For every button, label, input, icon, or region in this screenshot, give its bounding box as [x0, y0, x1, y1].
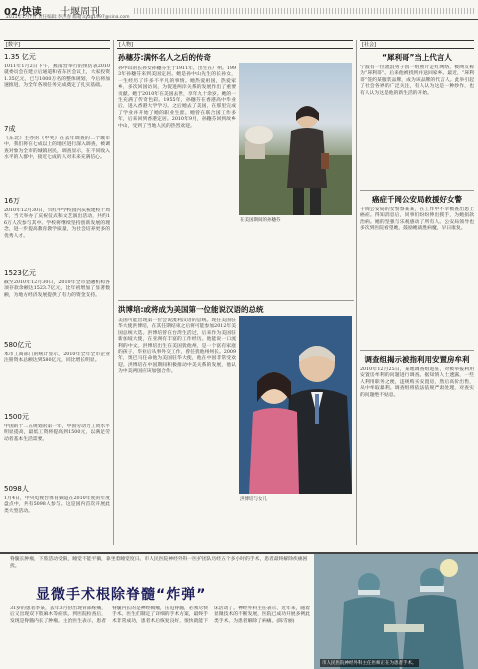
section-label-society: [社会]: [360, 40, 474, 49]
page-header: [0, 0, 478, 20]
photo-huntsman: [239, 316, 352, 494]
story-title: 孙穗芬:满怀名人之后的传奇: [118, 53, 211, 62]
woman-portrait-illustration: [239, 63, 352, 215]
digit-item: [4, 124, 110, 193]
photo-sun-suifen: [239, 63, 352, 215]
digit-item: [4, 412, 110, 481]
digit-figure: 5098人: [4, 485, 29, 493]
column-divider: [356, 40, 357, 545]
digit-text: 截至2010年12月30日，2010年全市金融机构各项存款余额达1523.7亿元，比年初增加了显著数额，为地方经济发展提供了有力的资金支持。: [4, 280, 110, 298]
section-label-people: [人物]: [117, 40, 353, 49]
story-title: 洪博培:或将成为美国第一位能说汉语的总统: [118, 305, 264, 314]
digit-figure: 16万: [4, 197, 20, 205]
column-divider: [113, 40, 114, 545]
digit-text: 中国的十二五规划的第一年，中国劳动力工资水平明显提高，最低工资将提高到1500元，以满足劳动者基本生活需要。: [4, 424, 110, 442]
section-label-digits: [数字]: [4, 40, 110, 49]
digit-figure: 1523亿元: [4, 269, 36, 277]
digit-item: [4, 196, 110, 265]
digit-figure: 1.35 亿元: [4, 53, 36, 61]
surgeons-operating-illustration: [314, 554, 478, 669]
feature-body-text: 31岁的患者李某，去年3月份出现背部疼痛，后又出现双下肢麻木等症状。到医院检查后，发现是脊髓内长了肿瘤。主治医生表示，患者脊髓内长的是神经鞘瘤，压迫脊髓，必须尽快手术。医生们制定了详细的手术方案，最终手术非常成功，患者术后恢复良好，很快就能下床活动了。神经外科主任表示，近年来，随着显微技术的不断发展，医院已成功开展多例此类手术，为患者解除了病痛。: [10, 606, 310, 624]
digit-text: 1月4日，中央电视台体育频道在2010年度的年度盘点中，共有5098人参与。这是国内首次开展此类大型活动。: [4, 496, 110, 514]
digit-figure: 7成: [4, 125, 16, 133]
digit-item: [4, 52, 110, 121]
story-title: “犀利哥”当上代言人: [382, 53, 452, 62]
story-body: 美国可能出现第一位会说流利汉语的总统。现任美国驻华大使洪博培，在其任期结束之后将可能参加2012年美国总统大选。洪博培曾在台湾生活过，后来作为美国驻新加坡大使，在亚洲有丰富的工作经历。他能说一口流利的中文。洪博培出生在美国犹他州，是一个富有家庭的孩子，毕业后从事外交工作，曾任犹他州州长。2009年，奥巴马任命他为美国驻华大使，他在中国非常受欢迎。洪博培在中国期间积极推动中美关系的发展，他认为中美两国应该加强合作。: [118, 318, 236, 375]
digit-item: [4, 268, 110, 337]
feature-intro: 脊髓长肿瘤，下肢活动受限，睡觉不能平躺，靠坐着睡觉度日。市人民医院神经外科一医护团队历经五个多小时的手术，患者最终解除疾痛困扰。: [10, 557, 308, 569]
feature-surgery: [0, 552, 478, 669]
story-title: 调查组揭示被指利用安置房牟利: [360, 350, 474, 365]
story-body: 千岡公安局的女警察某某，在工作中不幸被查出患上癌症。得知消息后，同事们纷纷伸出援手，为她捐款治病。她的坚强与乐观感动了所有人。公安局领导也多次到医院看望她，鼓励她战胜病魔，早日康复。: [360, 207, 474, 232]
photo-caption: 市人民医院神经外科主任医师正在为患者手术。: [322, 661, 417, 666]
story-sun-suifen: [118, 52, 236, 241]
header-info: 2011年1月7日 责任编辑:李洪春 邮箱:syzg1997@sina.com: [6, 15, 130, 20]
story-title: 癌症千岡公安局救援好女警: [360, 190, 474, 205]
digit-text: 《东北》主办的《中奖》在去年调查的二个城市中，我们将在七成以上的地区进行深入调查，被调查对象为全市的城镇居民，调查显示，在不同收入水平的人群中，接近七成的人对未来充满信心。: [4, 136, 110, 161]
digit-text: 1011年1月2日下午，燕南营举行的预估表2010就委员会在建立后通道和省东区会议上，大家投资1.35亿元，已与1000万名的整体规划，今后将加速推进，为全年各项任务完成奠定了扎实基础。: [4, 64, 110, 89]
photo-caption: 洪博培与女儿: [240, 497, 267, 502]
digit-text: 2010年12月30日，兴红中学校园内庆祝建校十周年，当天举办了庆祝仪式和文艺演出活动，共约16万人次参与其中。学校将继续坚持创新发展的理念，进一步提高教育教学质量，为社会培养更多的优秀人才。: [4, 208, 110, 239]
digit-text: 本市工商部门的统计显示，2010年全年全市企业注册资本总额达到580亿元，同比增长明显。: [4, 352, 110, 364]
feature-title: 显微手术根除脊髓“炸弹”: [36, 587, 207, 603]
digit-figure: 1500元: [4, 413, 29, 421]
digits-list: [4, 52, 110, 553]
magazine-name: 十堰周刊: [60, 7, 100, 18]
header-rule-pattern: [134, 8, 474, 14]
society-column: [360, 40, 474, 555]
story-body: 2010年12月25日，某地调查组进驻，对被举报利用安置房牟利的问题进行调查。据知情人士透露，一些人利用职务之便，违规购买安置房，然后高价出售，从中牟取暴利。调查组将依法依规严肃处理，对查实的问题绝不姑息。: [360, 367, 474, 398]
story-body: 宁波有一位流浪男子因一组照片走红网络，被网友称为“犀利哥”。后来他被找到并送回家乡。最近，“犀利哥”签约某服装品牌，成为该品牌的代言人。此举引起了社会各界的广泛关注，有人认为这是一种炒作，也有人认为这是他的新生活的开始。: [360, 65, 474, 96]
story-body: 孙中山的长孙女孙穗芬生于1911年，出生在广州。1993年孙穗芬来到美国定居。她是孙中山先生的长孙女，一生经历了许多不平凡的事情。她热爱祖国，热爱家乡，多次回国访问，为促进两岸关系的发展作出了重要贡献。她于2010年在美国去世，享年九十余岁。她的一生充满了传奇色彩。1955年，孙穗芬在香港高中毕业后，进入香港大学学习。之后她去了美国，在那里完成了学业并开始了她的职业生涯。她曾在联合国工作多年，后来回到香港定居。2010年9月，孙穗芬回到故乡中山，受到了当地人民的热烈欢迎。: [118, 66, 236, 129]
photo-surgery: [314, 554, 478, 669]
photo-caption: 在美国期间的孙穗芬: [240, 218, 281, 223]
feature-author: (陈雪丽): [276, 618, 295, 624]
people-column: [117, 40, 353, 52]
man-and-child-illustration: [239, 316, 352, 494]
digit-item: [4, 484, 110, 553]
page-number: 02/快读: [4, 7, 42, 18]
digit-figure: 580亿元: [4, 341, 32, 349]
feature-body: [10, 606, 310, 668]
digits-column: [4, 40, 110, 553]
digit-item: [4, 340, 110, 409]
